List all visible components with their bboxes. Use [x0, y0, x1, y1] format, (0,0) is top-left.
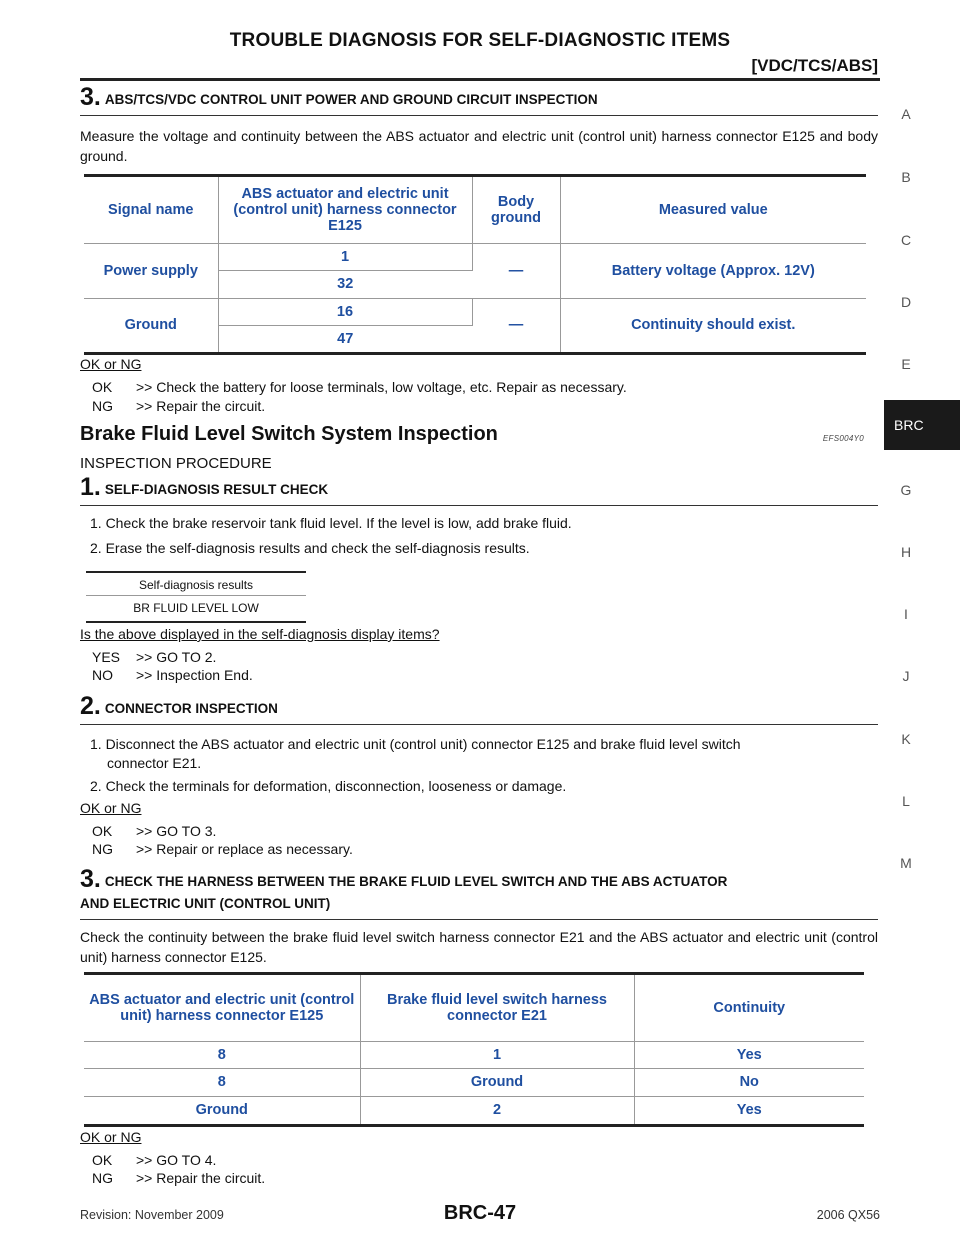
- step-title: CONNECTOR INSPECTION: [104, 701, 278, 716]
- step-item: 1. Disconnect the ABS actuator and electric unit (control unit) connector E125 and brake fluid level switch: [90, 736, 741, 752]
- mini-table-rule: [86, 571, 306, 573]
- table-cell: 1: [360, 1041, 634, 1068]
- ok-ng-question: OK or NG: [80, 356, 142, 372]
- result-ng: NG >> Repair the circuit.: [92, 398, 266, 414]
- step-number: 3.: [80, 865, 101, 893]
- step-title: ABS/TCS/VDC CONTROL UNIT POWER AND GROUND CIRCUIT INSPECTION: [104, 92, 598, 107]
- table-cell: 8: [84, 1068, 360, 1096]
- table-cell: Battery voltage (Approx. 12V): [560, 243, 866, 298]
- table-cell: 32: [218, 270, 472, 298]
- sidebar-item[interactable]: D: [900, 294, 912, 310]
- step-title: AND ELECTRIC UNIT (CONTROL UNIT): [80, 896, 331, 911]
- table-cell: Ground: [360, 1068, 634, 1096]
- sidebar-item[interactable]: I: [904, 606, 908, 622]
- table-cell: 2: [360, 1096, 634, 1124]
- table-cell: —: [472, 298, 560, 352]
- sidebar-item[interactable]: M: [900, 855, 912, 871]
- table-cell: Ground: [84, 1096, 360, 1124]
- table-cell: —: [472, 243, 560, 298]
- step-item: 2. Erase the self-diagnosis results and check the self-diagnosis results.: [90, 540, 530, 556]
- step-heading: [80, 865, 878, 920]
- section-title: Brake Fluid Level Switch System Inspection: [80, 423, 498, 445]
- table-header: ABS actuator and electric unit (control unit) harness connector E125: [84, 975, 360, 1041]
- table-header: Brake fluid level switch harness connector E21: [360, 975, 634, 1041]
- ok-ng-question: OK or NG: [80, 1129, 142, 1145]
- table-cell: 8: [84, 1041, 360, 1068]
- step-description: Check the continuity between the brake fluid level switch harness connector E21 and the ABS actuator and electric unit (control unit) harness connector E125.: [80, 929, 878, 965]
- page-title: TROUBLE DIAGNOSIS FOR SELF-DIAGNOSTIC ITEMS: [229, 30, 731, 51]
- sidebar-item[interactable]: C: [900, 232, 912, 248]
- footer-model: 2006 QX56: [816, 1208, 880, 1222]
- result-ng: NG >> Repair or replace as necessary.: [92, 841, 353, 857]
- sidebar-item[interactable]: H: [900, 544, 912, 560]
- table-header: Continuity: [634, 975, 864, 1041]
- sidebar-item[interactable]: G: [900, 482, 912, 498]
- sidebar-item[interactable]: J: [902, 668, 910, 684]
- sidebar-item[interactable]: B: [901, 169, 911, 185]
- step-number: 1.: [80, 473, 101, 501]
- mini-table-value: BR FLUID LEVEL LOW: [133, 601, 259, 615]
- step-item: 2. Check the terminals for deformation, disconnection, looseness or damage.: [90, 778, 567, 794]
- table-cell: No: [634, 1068, 864, 1096]
- page-subtitle: [VDC/TCS/ABS]: [751, 56, 878, 75]
- step-heading: [80, 473, 878, 506]
- table-cell: 16: [218, 298, 472, 325]
- table-cell: Ground: [84, 298, 218, 352]
- table-cell: Continuity should exist.: [631, 317, 796, 334]
- table-cell: Yes: [634, 1041, 864, 1068]
- table-header: Signal name: [84, 177, 218, 243]
- step-heading: [80, 83, 878, 116]
- sidebar-item[interactable]: L: [902, 793, 910, 809]
- table-header: Body ground: [472, 177, 560, 243]
- mini-table-header: Self-diagnosis results: [86, 574, 306, 596]
- step-number: 2.: [80, 692, 101, 720]
- header-rule: [80, 78, 880, 81]
- result-yes: YES >> GO TO 2.: [92, 649, 217, 665]
- table-cell: Yes: [736, 1102, 762, 1119]
- table-cell: 47: [337, 330, 354, 347]
- sidebar-item[interactable]: E: [901, 356, 911, 372]
- sidebar-item[interactable]: K: [901, 731, 911, 747]
- ok-ng-question: OK or NG: [80, 800, 142, 816]
- page-number: BRC-47: [443, 1202, 517, 1224]
- result-ok: OK >> Check the battery for loose terminals, low voltage, etc. Repair as necessary.: [92, 379, 627, 395]
- result-ok: OK >> GO TO 3.: [92, 823, 217, 839]
- step-item: connector E21.: [107, 755, 202, 771]
- sidebar-item[interactable]: A: [901, 106, 911, 122]
- table-cell: Power supply: [84, 243, 218, 298]
- step-item: 1. Check the brake reservoir tank fluid level. If the level is low, add brake fluid.: [90, 515, 572, 531]
- result-no: NO >> Inspection End.: [92, 667, 253, 683]
- reference-code: EFS004Y0: [822, 434, 864, 443]
- step-description: Measure the voltage and continuity between the ABS actuator and electric unit (control unit) harness connector E125 and body ground.: [80, 128, 878, 164]
- footer-revision: Revision: November 2009: [80, 1208, 224, 1222]
- result-ng: NG >> Repair the circuit.: [92, 1170, 266, 1186]
- table-cell: 1: [218, 243, 472, 270]
- step-heading: [80, 692, 878, 725]
- voltage-table: [84, 177, 866, 352]
- procedure-label: INSPECTION PROCEDURE: [80, 455, 272, 472]
- mini-table-rule: [86, 621, 306, 623]
- step-title: SELF-DIAGNOSIS RESULT CHECK: [104, 482, 329, 497]
- table-header: ABS actuator and electric unit (control unit) harness connector E125: [218, 177, 472, 243]
- sidebar-item-active[interactable]: BRC: [884, 400, 960, 450]
- step-number: 3.: [80, 83, 101, 111]
- result-ok: OK >> GO TO 4.: [92, 1152, 217, 1168]
- step-question: Is the above displayed in the self-diagnosis display items?: [80, 626, 440, 642]
- table-header: Measured value: [560, 177, 866, 243]
- continuity-table: [84, 975, 864, 1124]
- step-title: CHECK THE HARNESS BETWEEN THE BRAKE FLUID LEVEL SWITCH AND THE ABS ACTUATOR: [104, 874, 728, 889]
